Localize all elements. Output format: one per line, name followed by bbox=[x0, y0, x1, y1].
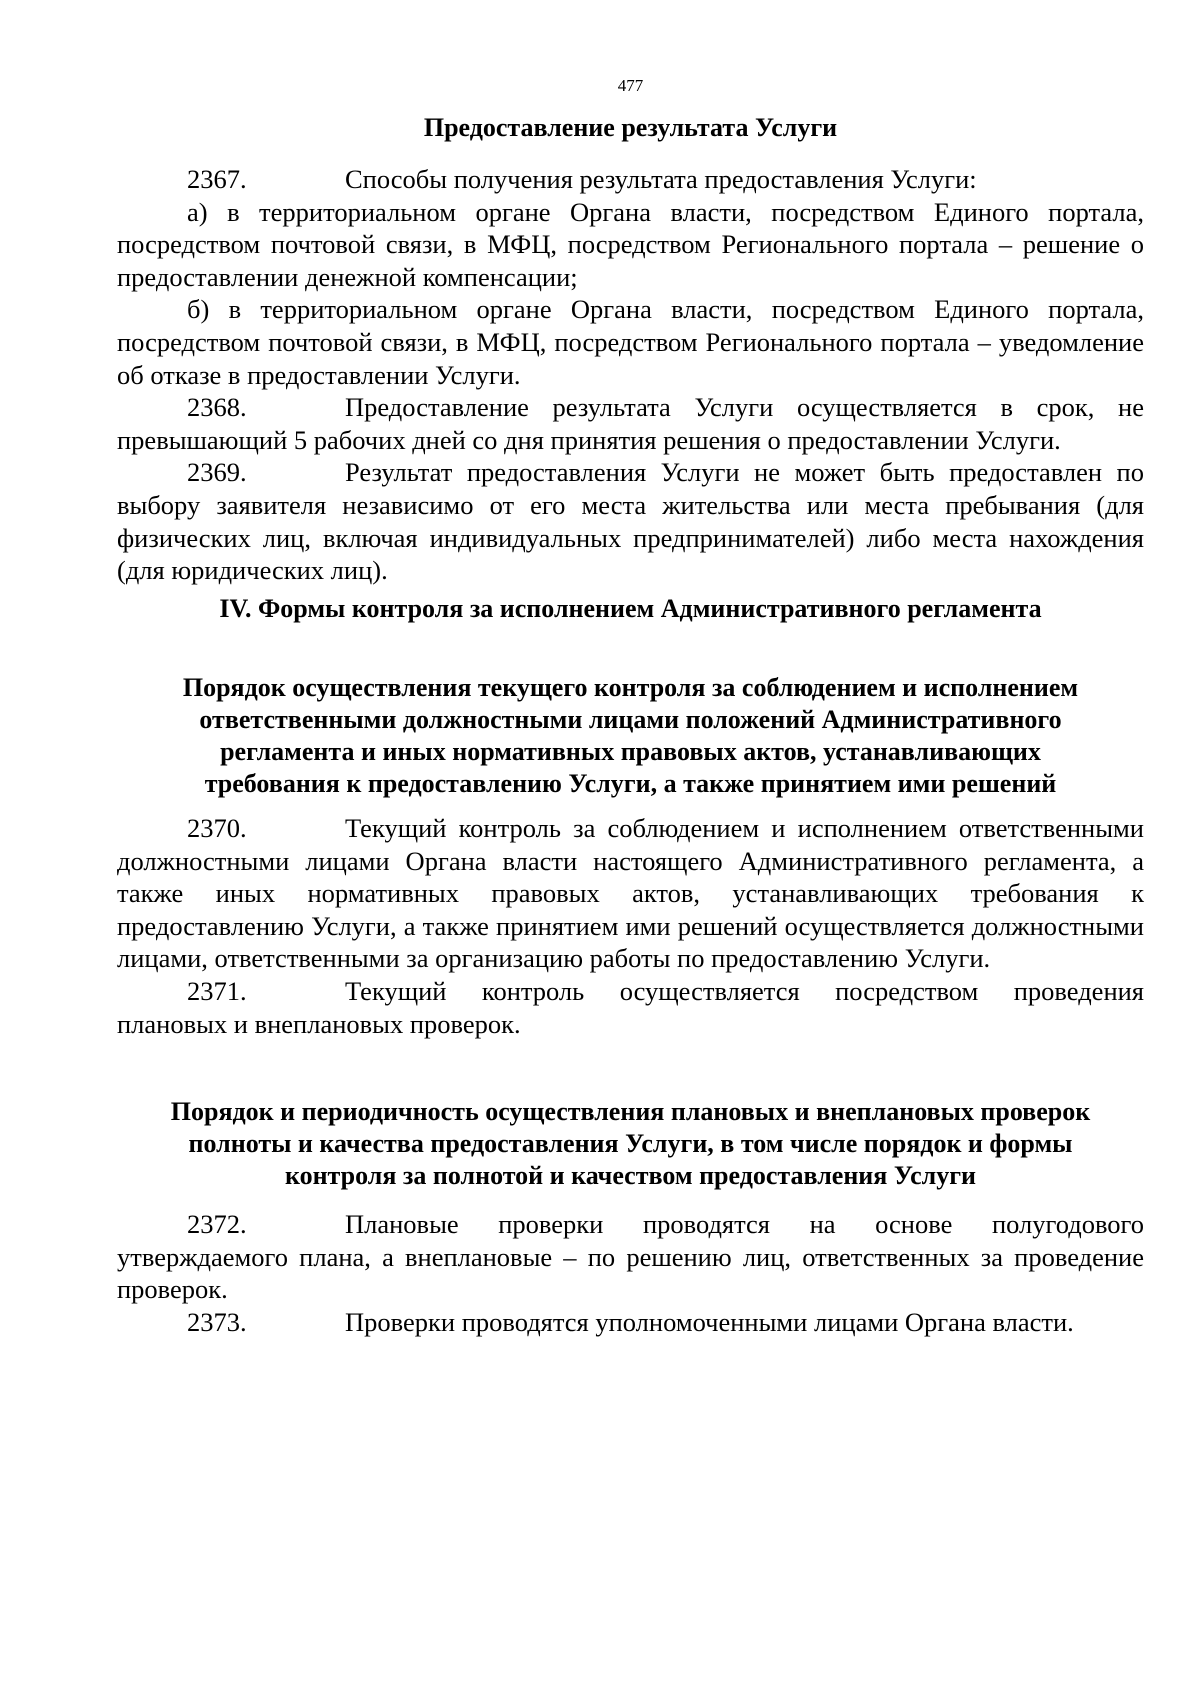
section-heading-current-control bbox=[117, 672, 1144, 800]
paragraph-text: Текущий контроль осуществляется посредством проведения плановых и внеплановых проверок. bbox=[117, 975, 1144, 1039]
heading-line: полноты и качества предоставления Услуги, в том числе порядок и формы bbox=[188, 1129, 1073, 1158]
paragraph-number: 2367. bbox=[187, 164, 247, 194]
paragraph-text: Плановые проверки проводятся на основе полугодового утверждаемого плана, а внеплановые – по решению лиц, ответственных за проведение проверок. bbox=[117, 1209, 1144, 1305]
paragraph-number: 2372. bbox=[187, 1209, 247, 1239]
heading-line: контроля за полнотой и качеством предоставления Услуги bbox=[284, 1161, 977, 1190]
paragraph-2372 bbox=[117, 1208, 1144, 1306]
heading-line: требования к предоставлению Услуги, а также принятием ими решений bbox=[204, 769, 1057, 798]
paragraph-text: Предоставление результата Услуги осуществляется в срок, не превышающий 5 рабочих дней со дня принятия решения о предоставлении Услуги. bbox=[117, 392, 1144, 455]
paragraph-2370 bbox=[117, 812, 1144, 975]
paragraph-2368 bbox=[117, 391, 1144, 456]
chapter-heading-iv: IV. Формы контроля за исполнением Административного регламента bbox=[219, 594, 1042, 623]
section-body-result bbox=[117, 163, 1144, 587]
paragraph-number: 2369. bbox=[187, 457, 247, 488]
section-body-current-control bbox=[117, 812, 1144, 1040]
page-number: 477 bbox=[617, 76, 644, 95]
paragraph-2367 bbox=[117, 163, 1144, 196]
paragraph-number: 2371. bbox=[187, 975, 247, 1006]
paragraph-2369 bbox=[117, 456, 1144, 586]
heading-line: ответственными должностными лицами положений Административного bbox=[199, 705, 1062, 734]
section-body-inspections bbox=[117, 1208, 1144, 1338]
paragraph-2373 bbox=[117, 1306, 1144, 1339]
list-item-a: а) в территориальном органе Органа власти, посредством Единого портала, посредством почтовой связи, в МФЦ, посредством Регионального портала – решение о предоставлении денежной компенсации; bbox=[117, 196, 1144, 292]
paragraph-number: 2368. bbox=[187, 392, 247, 423]
paragraph-number: 2370. bbox=[187, 813, 247, 843]
heading-line: регламента и иных нормативных правовых актов, устанавливающих bbox=[220, 737, 1041, 766]
section-heading-result: Предоставление результата Услуги bbox=[423, 113, 838, 142]
section-heading-inspections bbox=[117, 1096, 1144, 1192]
paragraph-text: Способы получения результата предоставления Услуги: bbox=[345, 164, 977, 194]
list-item-b: б) в территориальном органе Органа власти, посредством Единого портала, посредством почтовой связи, в МФЦ, посредством Регионального портала – уведомление об отказе в предоставлении Услуги. bbox=[117, 294, 1144, 390]
paragraph-number: 2373. bbox=[187, 1306, 247, 1337]
heading-line: Порядок осуществления текущего контроля за соблюдением и исполнением bbox=[182, 673, 1079, 702]
paragraph-text: Текущий контроль за соблюдением и исполнением ответственными должностными лицами Органа власти настоящего Административного регламента, а также иных нормативных правовых актов, устанавливающих требования к предоставлению Услуги, а также принятием ими решений осуществляется должностными лицами, ответственными за организацию работы по предоставлению Услуги. bbox=[117, 813, 1144, 974]
paragraph-text: Проверки проводятся уполномоченными лицами Органа власти. bbox=[345, 1306, 1074, 1337]
heading-line: Порядок и периодичность осуществления плановых и внеплановых проверок bbox=[170, 1097, 1091, 1126]
paragraph-2371 bbox=[117, 975, 1144, 1040]
paragraph-text: Результат предоставления Услуги не может быть предоставлен по выбору заявителя независимо от его места жительства или места пребывания (для физических лиц, включая индивидуальных предпринимателей) либо места нахождения (для юридических лиц). bbox=[117, 457, 1144, 586]
